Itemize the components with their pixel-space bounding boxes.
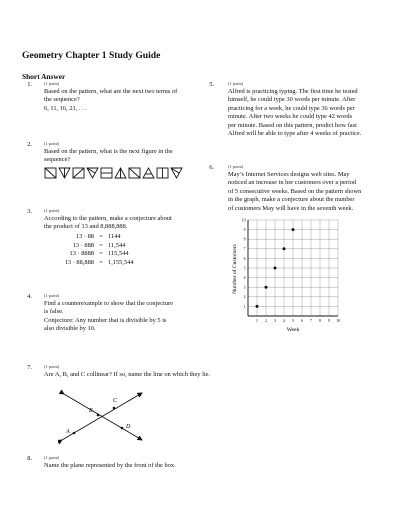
q6-number: 6. — [209, 164, 214, 171]
q4-line: Conjecture: Any number that is divisible by 5 is — [44, 316, 167, 324]
q5-line: per minute. Based on this pattern, predict how fast — [228, 121, 357, 129]
q6-line: in the graph, make a conjecture about the number — [228, 196, 355, 204]
q2-line: Based on the pattern, what is the next figure in the — [44, 148, 173, 155]
y-tick-label: 6 — [243, 256, 246, 261]
label-b: B — [89, 408, 93, 414]
label-a: A — [66, 429, 70, 435]
q5-line: Alfred is practicing typing. The first time he tested — [228, 88, 358, 95]
q4-line: Find a counterexample to show that the conjecture — [44, 300, 174, 307]
q3-table-row: 13 · 88 = 1144 — [75, 233, 121, 240]
q6-text — [228, 171, 361, 213]
y-tick-label: 3 — [243, 285, 246, 290]
q3-table-row: 13 · 888 = 11,544 — [72, 241, 126, 249]
x-tick-label: 7 — [310, 319, 312, 323]
customers-chart — [228, 214, 340, 336]
data-point — [292, 228, 295, 231]
label-d: D — [126, 424, 131, 430]
q3-product-table — [54, 233, 174, 267]
x-tick-label: 2 — [265, 319, 267, 323]
q7-points: (1 point) — [44, 364, 60, 369]
q8-text: Name the plane represented by the front of the box. — [44, 462, 176, 469]
q4-points: (1 point) — [44, 293, 60, 298]
q3-number: 3. — [27, 208, 32, 215]
q6-line: noticed an increase in her customers over a period — [228, 179, 357, 187]
y-tick-label: 9 — [243, 228, 246, 232]
q2-number: 2. — [27, 141, 32, 148]
q3-line: the product of 13 and 8,888,888. — [44, 223, 128, 231]
point-c — [113, 407, 116, 410]
q7-diagram — [58, 388, 148, 444]
document-title: Geometry Chapter 1 Study Guide — [22, 50, 161, 61]
x-tick-label: 8 — [319, 319, 321, 323]
data-point — [274, 267, 277, 270]
data-point — [256, 305, 259, 308]
section-heading: Short Answer — [22, 72, 66, 81]
y-tick-label: 1 — [243, 304, 246, 309]
q4-text — [44, 300, 173, 334]
x-tick-label: 1 — [256, 319, 258, 323]
q2-figure-sequence — [44, 167, 194, 179]
q5-number: 5. — [209, 81, 214, 88]
x-tick-label: 4 — [283, 319, 285, 323]
diagram-line-bd — [64, 394, 142, 440]
q3-line: According to the pattern, make a conjecture about — [44, 215, 172, 222]
q6-points: (1 point) — [228, 164, 244, 169]
q6-line: of customers May will have in the seventh week. — [228, 204, 354, 212]
y-tick-label: 7 — [243, 247, 246, 252]
q1-points: (1 point) — [44, 81, 60, 86]
q5-line: himself, he could type 30 words per minute. After — [228, 96, 356, 104]
label-c: C — [113, 398, 118, 404]
q5-line: minute. After two weeks he could type 42 words — [228, 113, 353, 121]
data-point — [283, 247, 286, 250]
q6-line: of 5 consecutive weeks. Based on the pattern shown — [228, 187, 362, 195]
x-tick-label: 9 — [328, 319, 330, 323]
y-tick-label: 8 — [243, 237, 246, 242]
q8-number: 8. — [27, 455, 32, 462]
x-tick-label: 3 — [274, 319, 276, 323]
q3-table-row: 13 · 8888 = 115,544 — [69, 250, 129, 258]
q1-line: the sequence? — [44, 96, 80, 104]
data-point — [265, 286, 268, 289]
q2-points: (1 point) — [44, 141, 60, 146]
q5-line: Alfred will be able to type after 4 weeks of practice. — [228, 130, 362, 138]
chart-y-axis-label: Number of Customers — [232, 244, 238, 294]
q4-number: 4. — [27, 293, 32, 300]
q1-number: 1. — [27, 81, 32, 88]
q8-points: (1 point) — [44, 455, 60, 460]
point-b — [97, 414, 100, 417]
q3-points: (1 point) — [44, 208, 60, 213]
q5-points: (1 point) — [228, 81, 244, 86]
q5-text — [228, 88, 361, 138]
x-tick-label: 5 — [292, 319, 294, 323]
q4-line: also divisible by 10. — [44, 325, 96, 333]
point-a — [73, 432, 76, 435]
q1-sequence: 6, 11, 16, 21, . . . — [44, 104, 87, 112]
q1-text — [44, 88, 177, 113]
q7-number: 7. — [27, 364, 32, 371]
chart-x-axis-label: Week — [286, 327, 300, 333]
y-tick-label: 5 — [243, 266, 246, 271]
chart-grid — [248, 220, 338, 316]
y-tick-label: 2 — [243, 295, 246, 300]
q7-text: Are A, B, and C collinear? If so, name the line on which they lie. — [44, 371, 211, 378]
q6-line: May’s Internet Services designs web sites. May — [228, 171, 350, 178]
q5-line: practicing for a week, he could type 36 words per — [228, 104, 355, 112]
point-d — [121, 427, 124, 430]
figure-triangle-4 — [143, 168, 154, 178]
q3-text — [44, 215, 172, 232]
q3-table-row: 13 · 88,888 = 1,155,544 — [64, 258, 134, 266]
x-tick-label: 10 — [336, 319, 340, 323]
y-tick-label: 4 — [243, 276, 246, 280]
y-tick-label: 10 — [241, 218, 246, 223]
q2-text — [44, 148, 173, 165]
q1-line: Based on the pattern, what are the next two terms of — [44, 88, 178, 95]
q4-line: is false. — [44, 308, 64, 316]
x-tick-label: 6 — [301, 319, 303, 323]
q2-line: sequence? — [44, 156, 71, 164]
